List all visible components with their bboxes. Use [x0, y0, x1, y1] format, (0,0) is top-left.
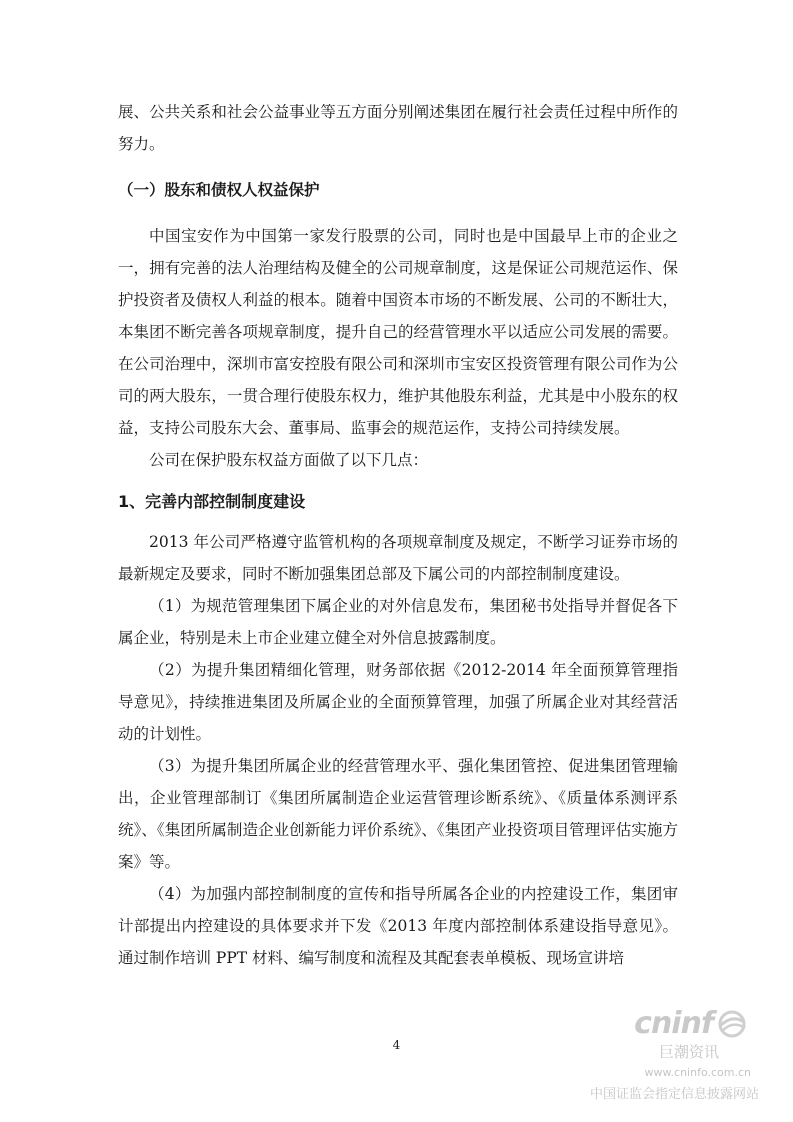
watermark-url: www.cninfo.com.cn	[644, 1066, 751, 1079]
paragraph-measures-intro: 公司在保护股东权益方面做了以下几点：	[149, 451, 429, 469]
watermark-logo-text: cninf	[634, 1006, 713, 1041]
page-number: 4	[392, 1038, 401, 1052]
watermark-logo-row	[559, 1006, 749, 1041]
paragraph-item-1: （1）为规范管理集团下属企业的对外信息发布，集团秘书处指导并督促各下属企业，特别是未上市企业建立健全对外信息披露制度。	[118, 597, 678, 647]
paragraph-item-3: （3）为提升集团所属企业的经营管理水平、强化集团管控、促进集团管理输出，企业管理部制订《集团所属制造企业运营管理诊断系统》、《质量体系测评系统》、《集团所属制造企业创新能力评价系统》、《集团产业投资项目管理评估实施方案》等。	[118, 757, 678, 871]
paragraph-2013-compliance: 2013 年公司严格遵守监管机构的各项规章制度及规定，不断学习证券市场的最新规定及要求，同时不断加强集团总部及下属公司的内部控制制度建设。	[118, 533, 678, 583]
subsection-heading-internal-control: 1、完善内部控制制度建设	[118, 492, 306, 511]
cninfo-swoosh-icon	[715, 1010, 749, 1038]
section-heading-shareholder-protection: （一）股东和债权人权益保护	[118, 181, 320, 199]
paragraph-intro-continued: 展、公共关系和社会公益事业等五方面分别阐述集团在履行社会责任过程中所作的努力。	[118, 103, 678, 153]
document-body	[118, 96, 678, 974]
paragraph-company-overview: 中国宝安作为中国第一家发行股票的公司，同时也是中国最早上市的企业之一，拥有完善的法人治理结构及健全的公司规章制度，这是保证公司规范运作、保护投资者及债权人利益的根本。随着中国资本市场的不断发展、公司的不断壮大，本集团不断完善各项规章制度，提升自己的经营管理水平以适应公司发展的需要。在公司治理中，深圳市富安控股有限公司和深圳市宝安区投资管理有限公司作为公司的两大股东，一贯合理行使股东权力，维护其他股东利益，尤其是中小股东的权益，支持公司股东大会、董事局、监事会的规范运作，支持公司持续发展。	[118, 227, 678, 437]
paragraph-item-4: （4）为加强内部控制制度的宣传和指导所属各企业的内控建设工作，集团审计部提出内控建设的具体要求并下发《2013 年度内部控制体系建设指导意见》。通过制作培训 PPT 材料、编写制度和流程及其配套表单模板、现场宣讲培	[118, 885, 678, 967]
cninfo-watermark	[559, 1006, 759, 1116]
paragraph-item-2: （2）为提升集团精细化管理，财务部依据《2012-2014 年全面预算管理指导意见》，持续推进集团及所属企业的全面预算管理，加强了所属企业对其经营活动的计划性。	[118, 661, 678, 743]
watermark-chinese-name: 巨潮资讯	[658, 1043, 719, 1061]
watermark-slogan: 中国证监会指定信息披露网站	[589, 1087, 759, 1102]
